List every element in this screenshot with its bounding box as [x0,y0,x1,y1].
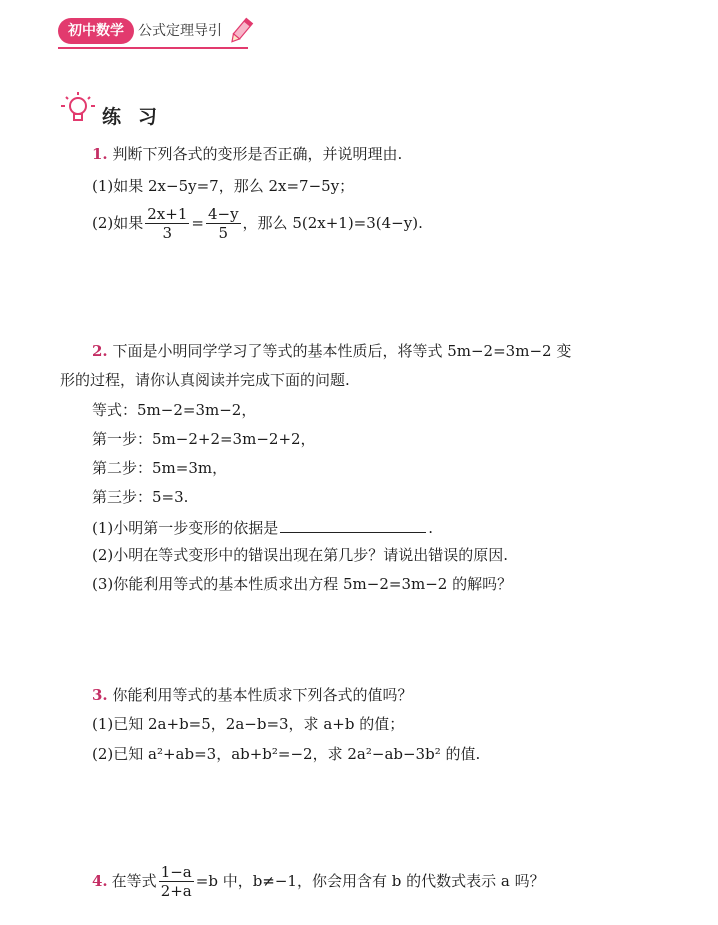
problem-1-number: 1. [92,145,108,163]
problem-2-q3: (3)你能利用等式的基本性质求出方程 5m−2=3m−2 的解吗？ [92,575,513,593]
header-subtitle: 公式定理导引 [138,23,222,39]
problem-2-step1: 第一步：5m−2+2=3m−2+2， [92,430,316,448]
problem-3-number: 3. [92,686,108,704]
header-underline [58,47,248,49]
problem-2-number: 2. [92,342,108,360]
problem-2-q2: (2)小明在等式变形中的错误出现在第几步？请说出错误的原因. [92,546,509,564]
problem-1-stem: 1. 判断下列各式的变形是否正确，并说明理由. [92,145,403,163]
problem-3-sub2: (2)已知 a²+ab=3，ab+b²=−2，求 2a²−ab−3b² 的值. [92,745,481,763]
pencil-icon [228,16,254,46]
problem-2-stem-line1: 2. 下面是小明同学学习了等式的基本性质后，将等式 5m−2=3m−2 变 [92,342,572,360]
problem-2-stem-line2: 形的过程，请你认真阅读并完成下面的问题. [60,371,350,389]
problem-3-stem: 3. 你能利用等式的基本性质求下列各式的值吗？ [92,686,413,704]
fraction: $\frac{4-y}{5}$ [207,204,239,242]
problem-2-step2: 第二步：5m=3m， [92,459,228,477]
problem-4-stem: 4. 在等式 $\frac{1-a}{2+a}$ =b 中，b≠−1，你会用含有 b 的代数式表示 a 吗？ [92,862,545,900]
problem-1-sub2: (2)如果 $\frac{2x+1}{3}$ = $\frac{4-y}{5}$ ，那么 5(2x+1)=3(4−y). [92,204,423,242]
fraction: $\frac{2x+1}{3}$ [147,204,188,242]
lightbulb-icon [58,90,98,128]
problem-2-equation: 等式：5m−2=3m−2， [92,401,257,419]
problem-4-number: 4. [92,872,108,890]
problem-2-step3: 第三步：5=3. [92,488,189,506]
answer-blank[interactable] [280,516,426,533]
fraction: $\frac{1-a}{2+a}$ [160,862,192,900]
problem-1-sub1: (1)如果 2x−5y=7，那么 2x=7−5y； [92,177,355,195]
problem-3-sub1: (1)已知 2a+b=5，2a−b=3，求 a+b 的值； [92,715,405,733]
section-title: 练习 [102,106,175,128]
header-badge: 初中数学 [58,18,134,44]
problem-2-q1: (1)小明第一步变形的依据是 . [92,516,433,538]
